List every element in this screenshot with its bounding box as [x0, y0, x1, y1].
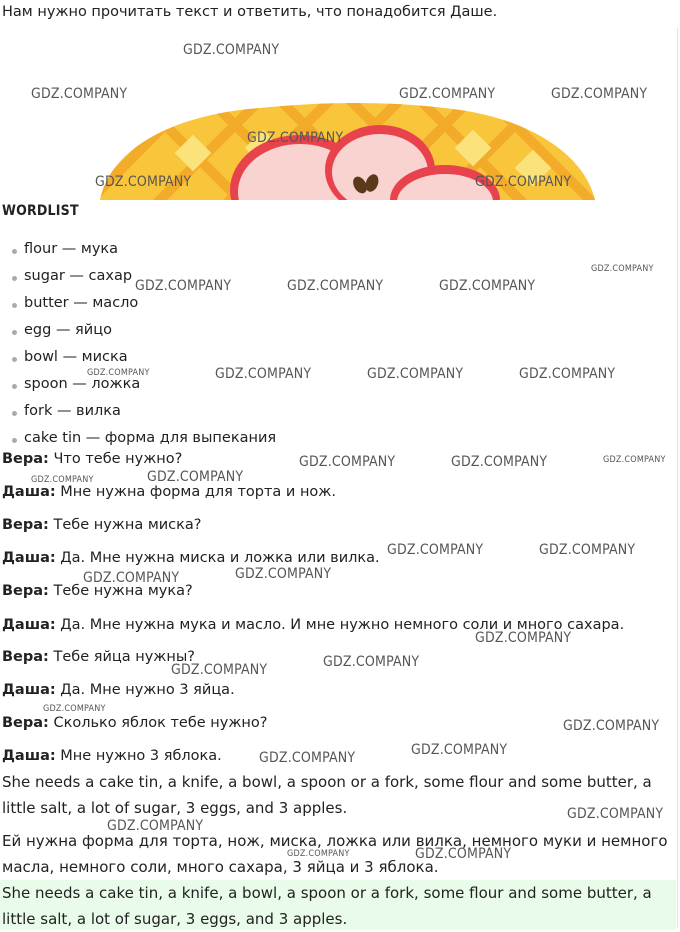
speaker-name: Вера:: [2, 715, 49, 731]
watermark: GDZ.COMPANY: [135, 278, 232, 294]
list-item-text: fork — вилка: [24, 403, 121, 419]
wordlist: [0, 237, 276, 453]
dialogue-text: Тебе яйца нужны?: [48, 649, 195, 665]
bullet-icon: [12, 384, 17, 389]
list-item: [0, 426, 276, 453]
watermark: GDZ.COMPANY: [87, 368, 150, 378]
speaker-name: Вера:: [2, 583, 49, 599]
watermark: GDZ.COMPANY: [183, 42, 280, 58]
dialogue-line: [2, 715, 267, 731]
watermark: GDZ.COMPANY: [475, 630, 572, 646]
watermark: GDZ.COMPANY: [95, 174, 192, 190]
watermark: GDZ.COMPANY: [287, 278, 384, 294]
list-item-text: butter — масло: [24, 295, 139, 311]
list-item: [0, 237, 276, 264]
watermark: GDZ.COMPANY: [215, 366, 312, 382]
watermark: GDZ.COMPANY: [539, 542, 636, 558]
wordlist-title: WORDLIST: [2, 203, 79, 219]
watermark: GDZ.COMPANY: [247, 130, 344, 146]
watermark: GDZ.COMPANY: [519, 366, 616, 382]
speaker-name: Даша:: [2, 484, 56, 500]
watermark: GDZ.COMPANY: [107, 818, 204, 834]
list-item: [0, 399, 276, 426]
bullet-icon: [12, 438, 17, 443]
list-item: [0, 291, 276, 318]
russian-answer: Ей нужна форма для торта, нож, миска, ложка или вилка, немного муки и немного масла, немного соли, много сахара, 3 яйца и 3 яблока.: [2, 832, 668, 876]
final-answer-text: She needs a cake tin, a knife, a bowl, a spoon or a fork, some flour and some butter, a little salt, a lot of sugar, 3 eggs, and 3 apples.: [2, 884, 652, 928]
speaker-name: Даша:: [2, 550, 56, 566]
bullet-icon: [12, 357, 17, 362]
list-item-text: spoon — ложка: [24, 376, 141, 392]
final-answer-box: [0, 880, 676, 930]
watermark: GDZ.COMPANY: [235, 566, 332, 582]
watermark: GDZ.COMPANY: [551, 86, 648, 102]
watermark: GDZ.COMPANY: [475, 174, 572, 190]
dialogue-text: Тебе нужна миска?: [48, 517, 202, 533]
dialogue-text: Да. Мне нужна миска и ложка или вилка.: [55, 550, 380, 566]
watermark: GDZ.COMPANY: [323, 654, 420, 670]
watermark: GDZ.COMPANY: [259, 750, 356, 766]
speaker-name: Вера:: [2, 451, 49, 467]
dialogue-text: Тебе нужна мука?: [48, 583, 193, 599]
bullet-icon: [12, 249, 17, 254]
dialogue-line: [2, 517, 202, 533]
watermark: GDZ.COMPANY: [367, 366, 464, 382]
speaker-name: Даша:: [2, 682, 56, 698]
watermark: GDZ.COMPANY: [411, 742, 508, 758]
dialogue-line: [2, 550, 380, 566]
list-item-text: sugar — сахар: [24, 268, 133, 284]
dialogue-text: Мне нужна форма для торта и нож.: [55, 484, 336, 500]
dialogue-text: Да. Мне нужна мука и масло. И мне нужно немного соли и много сахара.: [55, 617, 625, 633]
list-item-text: egg — яйцо: [24, 322, 112, 338]
speaker-name: Даша:: [2, 748, 56, 764]
bullet-icon: [12, 276, 17, 281]
dialogue-text: Что тебе нужно?: [48, 451, 183, 467]
watermark: GDZ.COMPANY: [387, 542, 484, 558]
dialogue-text: Да. Мне нужно 3 яйца.: [55, 682, 235, 698]
watermark: GDZ.COMPANY: [31, 86, 128, 102]
watermark: GDZ.COMPANY: [83, 570, 180, 586]
dialogue-line: [2, 484, 336, 500]
right-divider: [677, 28, 678, 928]
watermark: GDZ.COMPANY: [287, 849, 350, 859]
dialogue-line: [2, 649, 195, 665]
speaker-name: Вера:: [2, 649, 49, 665]
watermark: GDZ.COMPANY: [399, 86, 496, 102]
watermark: GDZ.COMPANY: [171, 662, 268, 678]
dialogue-text: Сколько яблок тебе нужно?: [48, 715, 268, 731]
dialogue-line: [2, 748, 222, 764]
intro-text: Нам нужно прочитать текст и ответить, что понадобится Даше.: [2, 4, 498, 20]
speaker-name: Вера:: [2, 517, 49, 533]
dialogue-text: Мне нужно 3 яблока.: [55, 748, 222, 764]
english-answer: She needs a cake tin, a knife, a bowl, a spoon or a fork, some flour and some butter, a little salt, a lot of sugar, 3 eggs, and 3 apples.: [2, 773, 652, 817]
list-item-text: flour — мука: [24, 241, 119, 257]
watermark: GDZ.COMPANY: [415, 846, 512, 862]
watermark: GDZ.COMPANY: [439, 278, 536, 294]
watermark: GDZ.COMPANY: [299, 454, 396, 470]
list-item: [0, 318, 276, 345]
watermark: GDZ.COMPANY: [563, 718, 660, 734]
watermark: GDZ.COMPANY: [603, 455, 666, 465]
list-item-text: cake tin — форма для выпекания: [24, 430, 277, 446]
watermark: GDZ.COMPANY: [31, 475, 94, 485]
list-item-text: bowl — миска: [24, 349, 128, 365]
watermark: GDZ.COMPANY: [147, 469, 244, 485]
watermark: GDZ.COMPANY: [451, 454, 548, 470]
dialogue-line: [2, 451, 182, 467]
watermark: GDZ.COMPANY: [43, 704, 106, 714]
watermark: GDZ.COMPANY: [591, 264, 654, 274]
speaker-name: Даша:: [2, 617, 56, 633]
bullet-icon: [12, 303, 17, 308]
bullet-icon: [12, 330, 17, 335]
watermark: GDZ.COMPANY: [567, 806, 664, 822]
dialogue-line: [2, 682, 235, 698]
bullet-icon: [12, 411, 17, 416]
